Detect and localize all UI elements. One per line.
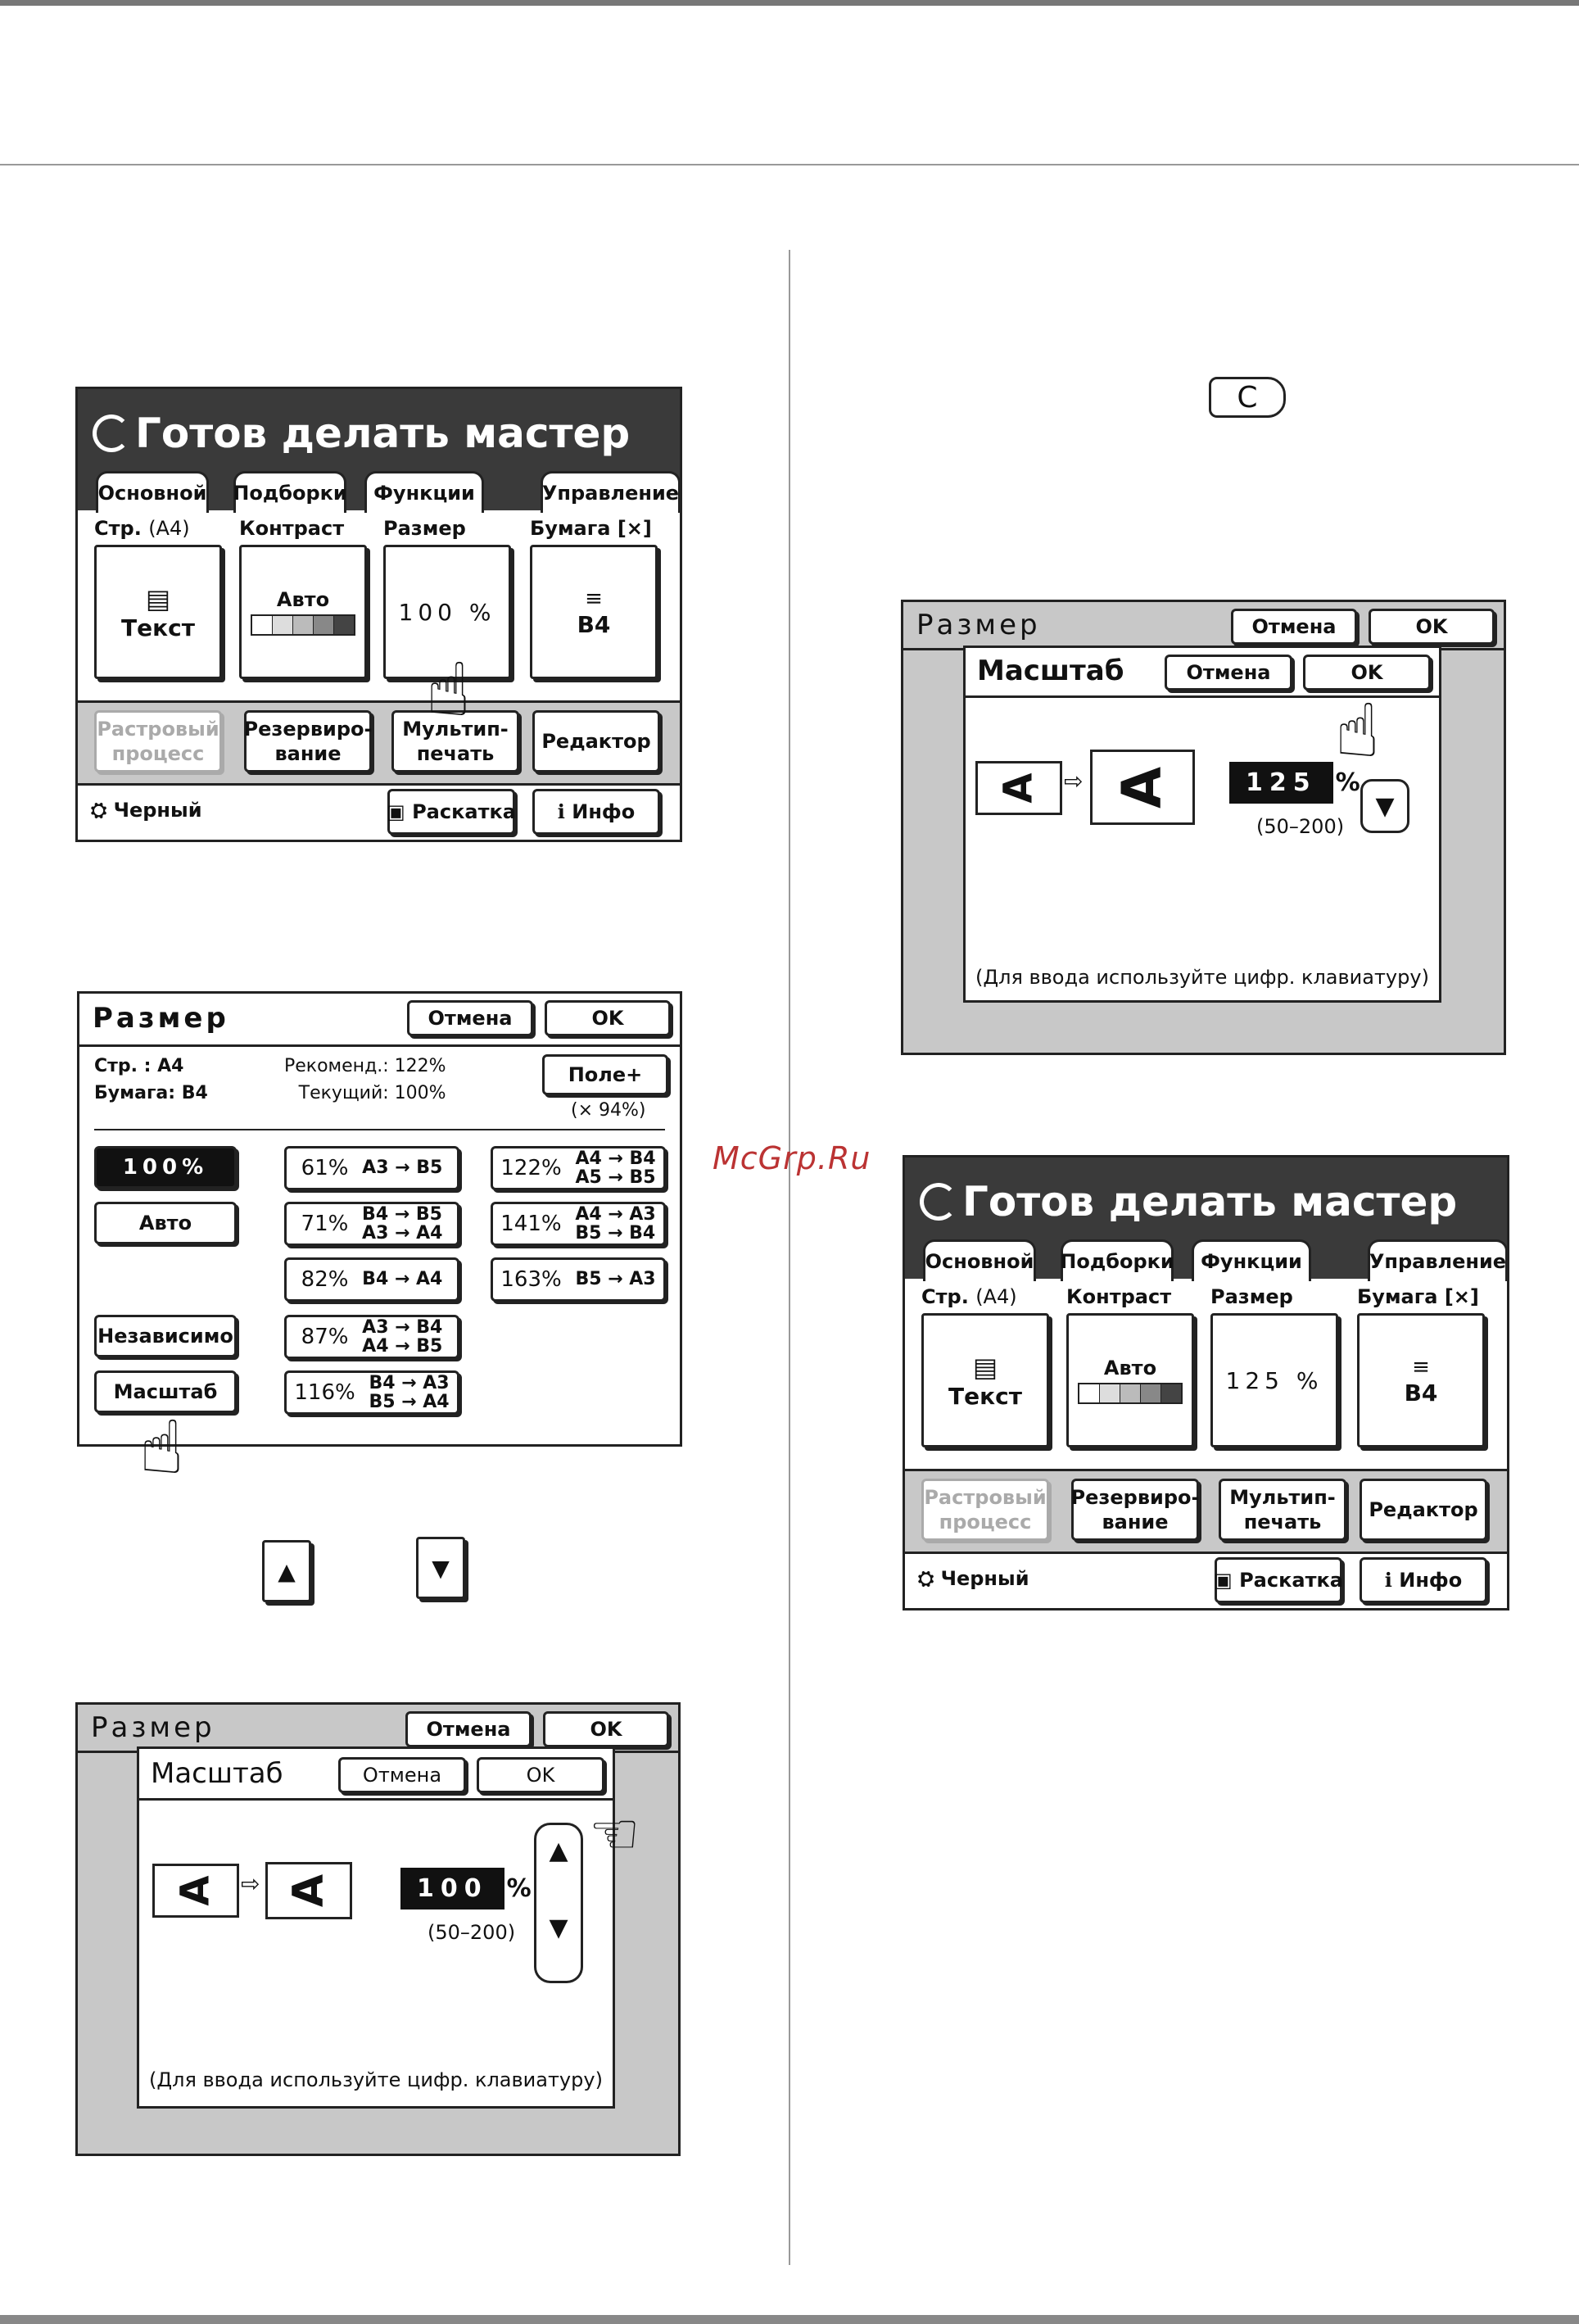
zoom-button[interactable]: Масштаб (94, 1370, 237, 1413)
preset-61[interactable]: 61% A3 → B5 (284, 1146, 459, 1190)
ready-title: Готов делать мастер (135, 410, 631, 457)
info-button[interactable]: ℹ Инфо (532, 789, 660, 835)
preset-116[interactable]: 116% B4 → A3 B5 → A4 (284, 1370, 459, 1415)
size-button[interactable]: 100 % (383, 545, 511, 679)
contrast-label: Контраст (239, 517, 345, 540)
pointing-hand-icon: ☝ (139, 1405, 184, 1491)
tab-functions[interactable]: Функции (1192, 1239, 1311, 1281)
editor-button[interactable]: Редактор (1360, 1479, 1487, 1541)
keypad-hint: (Для ввода используйте цифр. клавиатуру) (149, 2068, 603, 2091)
header-rule (0, 164, 1579, 165)
ok-button[interactable]: OK (545, 1000, 671, 1036)
ink-status: ⛭ Черный (91, 799, 202, 822)
reserve-button[interactable]: Резервиро-вание (244, 710, 372, 772)
auto-button[interactable]: Авто (94, 1202, 237, 1244)
size-title-bg: Размер (91, 1711, 215, 1744)
multi-print-button[interactable]: Мультип-печать (391, 710, 519, 772)
preset-71[interactable]: 71% B4 → B5 A3 → A4 (284, 1202, 459, 1246)
cancel-button[interactable]: Отмена (407, 1000, 533, 1036)
tab-programs[interactable]: Подборки (233, 471, 346, 513)
roll-button[interactable]: ▣ Раскатка (1215, 1557, 1342, 1603)
pointing-hand-icon: ☝ (1335, 688, 1380, 774)
contrast-button[interactable]: Авто (239, 545, 367, 679)
clear-key[interactable]: C (1209, 377, 1286, 418)
page-label: Стр. (A4) (921, 1285, 1017, 1308)
info-button[interactable]: ℹ Инфо (1360, 1557, 1487, 1603)
bottom-rule (0, 2315, 1579, 2324)
cancel-button-bg: Отмена (1231, 609, 1357, 645)
tray-icon: ≡ (1412, 1354, 1430, 1379)
document-icon: ▤ (145, 582, 171, 614)
up-arrow-key[interactable]: ▲ (262, 1540, 311, 1602)
scale-cancel-button[interactable]: Отмена (338, 1757, 466, 1793)
document-icon: ▤ (972, 1351, 998, 1383)
tab-programs[interactable]: Подборки (1061, 1239, 1174, 1281)
scale-dialog-title: Масштаб (151, 1757, 283, 1790)
ok-button-bg: OK (1369, 609, 1495, 645)
contrast-button[interactable]: Авто (1066, 1313, 1194, 1447)
keypad-hint: (Для ввода используйте цифр. клавиатуру) (975, 966, 1429, 989)
size-label: Размер (1210, 1285, 1293, 1308)
scale-range: (50–200) (428, 1921, 516, 1944)
info-icon: ℹ (1384, 1569, 1392, 1592)
tab-basic[interactable]: Основной (923, 1239, 1036, 1281)
size-title-bg: Размер (916, 609, 1041, 641)
size-label: Размер (383, 517, 466, 540)
paper-button[interactable]: ≡ B4 (530, 545, 658, 679)
scale-up-button[interactable]: ▲ (549, 1837, 568, 1865)
original-sheet-icon: A (975, 761, 1062, 815)
arrow-icon: ⇨ (241, 1870, 260, 1897)
raster-button[interactable]: Растровый процесс (94, 710, 222, 772)
tab-functions[interactable]: Функции (364, 471, 484, 513)
watermark: McGrp.Ru (713, 1140, 871, 1176)
size-screen-panel (77, 991, 682, 1447)
preset-87[interactable]: 87% A3 → B4 A4 → B5 (284, 1315, 459, 1359)
scale-ok-button[interactable]: OK (1303, 655, 1431, 691)
ready-screen-panel-1 (75, 387, 682, 842)
ready-header (905, 1157, 1507, 1246)
ready-title: Готов делать мастер (962, 1178, 1458, 1225)
orig-info: Стр. : A4 Бумага: B4 (94, 1056, 208, 1103)
cancel-button-bg: Отмена (405, 1711, 532, 1747)
roll-icon: ▣ (387, 800, 405, 823)
output-sheet-icon: A (265, 1862, 352, 1919)
paper-button[interactable]: ≡ B4 (1357, 1313, 1485, 1447)
document-type-button[interactable]: ▤ Текст (94, 545, 222, 679)
ink-drum-icon: ⛭ (918, 1567, 934, 1590)
contrast-scale (251, 614, 355, 636)
column-divider (789, 250, 790, 2265)
preset-163[interactable]: 163% B5 → A3 (491, 1257, 666, 1302)
roll-icon: ▣ (1214, 1569, 1233, 1592)
output-sheet-icon: A (1090, 750, 1195, 825)
contrast-label: Контраст (1066, 1285, 1172, 1308)
roll-button[interactable]: ▣ Раскатка (387, 789, 515, 835)
scale-down-button[interactable]: ▼ (549, 1914, 568, 1942)
pointing-hand-icon: ☝ (581, 1816, 649, 1852)
ready-icon (93, 415, 130, 452)
margin-note: (× 94%) (571, 1100, 646, 1121)
ink-drum-icon: ⛭ (91, 799, 107, 822)
pointing-hand-icon: ☝ (426, 647, 471, 733)
scale-value-field[interactable]: 125 % (1232, 764, 1360, 801)
paper-label: Бумага [⨯] (1357, 1285, 1479, 1308)
ready-icon (920, 1183, 957, 1221)
ratio-info: Рекоменд.: 122% Текущий: 100% (284, 1056, 446, 1103)
scale-range: (50–200) (1256, 815, 1345, 838)
size-button[interactable]: 125 % (1210, 1313, 1338, 1447)
tab-admin[interactable]: Управление (1368, 1239, 1508, 1281)
tab-basic[interactable]: Основной (96, 471, 209, 513)
scale-down-button[interactable]: ▼ (1360, 779, 1409, 833)
reserve-button[interactable]: Резервиро-вание (1071, 1479, 1199, 1541)
top-rule (0, 0, 1579, 6)
tab-admin[interactable]: Управление (541, 471, 681, 513)
ink-status: ⛭ Черный (918, 1567, 1029, 1590)
scale-ok-button[interactable]: OK (477, 1757, 604, 1793)
scale-dialog-1 (137, 1746, 615, 2109)
preset-122[interactable]: 122% A4 → B4 A5 → B5 (491, 1146, 666, 1190)
scale-value-field[interactable]: 100 % (403, 1870, 532, 1907)
editor-button[interactable]: Редактор (532, 710, 660, 772)
tray-icon: ≡ (585, 586, 603, 611)
document-type-button[interactable]: ▤ Текст (921, 1313, 1049, 1447)
preset-82[interactable]: 82% B4 → A4 (284, 1257, 459, 1302)
preset-141[interactable]: 141% A4 → A3 B5 → B4 (491, 1202, 666, 1246)
ready-screen-panel-2 (903, 1155, 1509, 1610)
info-icon: ℹ (557, 800, 565, 823)
page-label: Стр. (A4) (94, 517, 190, 540)
down-arrow-key[interactable]: ▼ (416, 1537, 465, 1599)
margin-plus-button[interactable]: Поле+ (542, 1054, 668, 1095)
scale-cancel-button[interactable]: Отмена (1165, 655, 1292, 691)
multi-print-button[interactable]: Мультип-печать (1219, 1479, 1346, 1541)
updown-group (534, 1823, 583, 1983)
scale-100-button[interactable]: 100% (94, 1146, 237, 1189)
arrow-icon: ⇨ (1064, 768, 1084, 795)
ok-button-bg: OK (543, 1711, 669, 1747)
scale-dialog-title: Масштаб (977, 655, 1124, 687)
ready-header (78, 389, 680, 478)
free-scale-button[interactable]: Независимо (94, 1315, 237, 1357)
contrast-scale (1078, 1383, 1183, 1404)
raster-button[interactable]: Растровый процесс (921, 1479, 1049, 1541)
paper-label: Бумага [⨯] (530, 517, 652, 540)
size-title: Размер (93, 1002, 229, 1035)
original-sheet-icon: A (152, 1864, 239, 1918)
